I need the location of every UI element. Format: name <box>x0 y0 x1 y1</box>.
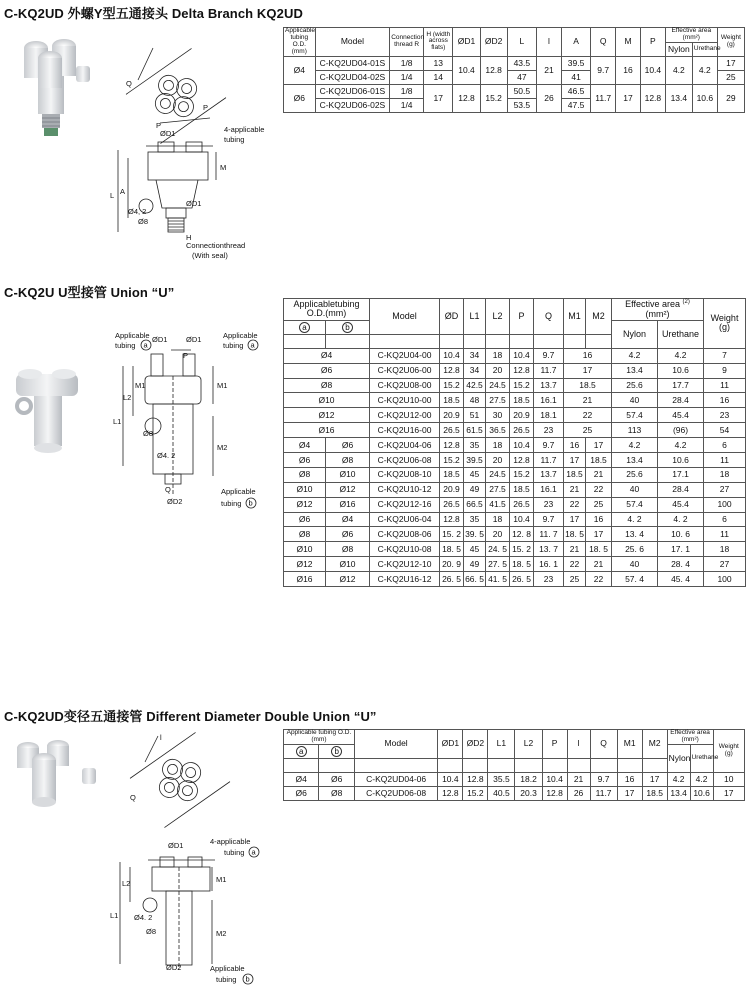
svg-text:ØD2: ØD2 <box>166 963 182 972</box>
table-row: Ø6 Ø8 C-KQ2U06-08 15.2 39.5 20 12.8 11.7 17 18.5 13.4 10.6 11 <box>284 453 746 468</box>
delta-branch-table: Applicable tubing O.D. (mm) Model Connection thread R H (width across flats) ØD1 ØD2 L l A Q M P Effective area (mm²) Weight (g) Nylon Urethane Ø4 C-KQ2UD04-01S 1/8 13 10.4 12.8 43.5 21 39.5 9.7 16 10.4 4.2 4.2 17 C-KQ2UD04-02S 1/4 14 47 41 25 Ø6 C-KQ2UD06-01S 1/8 17 12.8 15.2 50.5 26 46.5 11.7 17 12.8 13.4 10.6 29 C-KQ2UD06-02S 1/4 53.5 47.5 <box>283 27 745 113</box>
union-table: Applicabletubing O.D.(mm) Model ØD L1 L2 P Q M1 M2 Effective area $^{(2)}$ (mm²) Weight (g) a b Nylon Urethane Ø4 C-KQ2U04-00 10.4 34 18 10.4 9.7 16 4.2 4.2 7 Ø6 C-KQ2U06-00 12.8 34 20 12.8 11.7 17 13.4 10.6 9 Ø8 C-KQ2U08-00 15.2 42.5 24.5 15.2 13.7 18.5 25.6 17.7 11 Ø10 C-KQ2U10-00 18.5 48 27.5 18.5 16.1 21 40 28.4 16 Ø12 C-KQ2U12-00 20.9 51 30 20.9 18.1 22 57.4 45.4 23 Ø16 C-KQ2U16-00 26.5 61.5 36.5 26.5 23 25 113 (96) 54 Ø4 Ø6 C-KQ2U04-06 12.8 35 18 10.4 9.7 16 17 4.2 4.2 6 Ø6 Ø8 C-KQ2U06-08 15.2 39.5 20 12.8 11.7 17 18.5 13.4 10.6 11 Ø8 Ø10 C-KQ2U08-10 18.5 45 24.5 15.2 13.7 18.5 21 25.6 17.1 18 Ø10 Ø12 C-KQ2U10-12 20.9 49 27.5 18.5 16.1 21 22 40 28.4 27 Ø12 Ø16 C-KQ2U12-16 26.5 66.5 41.5 26.5 23 22 25 57.4 45.4 100 Ø6 Ø4 C-KQ2U06-04 12.8 35 18 10.4 9.7 17 16 4. 2 4. 2 6 Ø8 Ø6 C-KQ2U08-06 15. 2 39. 5 20 12. 8 11. 7 18. 5 17 13. 4 10. 6 11 Ø10 Ø8 C-KQ2U10-08 18. 5 45 24. 5 15. 2 13. 7 21 18. 5 25. 6 17. 1 18 Ø12 Ø10 C-KQ2U12-10 20. 9 49 27. 5 18. 5 16. 1 22 21 40 28. 4 27 Ø16 Ø12 C-KQ2U16-12 26. 5 66. 5 41. 5 26. 5 23 25 22 57. 4 45. 4 100 <box>283 298 746 587</box>
svg-text:tubing: tubing <box>224 135 245 144</box>
table-row: Ø8 Ø10 C-KQ2U08-10 18.5 45 24.5 15.2 13.7 18.5 21 25.6 17.1 18 <box>284 467 746 482</box>
effective-area-label: Effective area <box>625 299 681 309</box>
svg-text:tubing: tubing <box>223 341 244 350</box>
table-row: Ø8 C-KQ2U08-00 15.2 42.5 24.5 15.2 13.7 18.5 25.6 17.7 11 <box>284 378 746 393</box>
svg-text:Q: Q <box>165 485 171 494</box>
table-row: Ø8 Ø6 C-KQ2U08-06 15. 2 39. 5 20 12. 8 11. 7 18. 5 17 13. 4 10. 6 11 <box>284 527 746 542</box>
svg-text:(With seal): (With seal) <box>192 251 228 260</box>
svg-text:P: P <box>203 103 209 112</box>
svg-text:M1: M1 <box>217 381 228 390</box>
delta-branch-drawing <box>98 18 283 268</box>
svg-text:b: b <box>248 498 253 508</box>
svg-text:ØD1: ØD1 <box>186 335 202 344</box>
table-row: Ø4 Ø6 C-KQ2UD04-06 10.4 12.8 35.5 18.2 10.4 21 9.7 16 17 4.2 4.2 10 <box>284 772 745 786</box>
table-row: Ø4 Ø6 C-KQ2U04-06 12.8 35 18 10.4 9.7 16 17 4.2 4.2 6 <box>284 438 746 453</box>
svg-text:tubing: tubing <box>221 499 242 508</box>
table-row: C-KQ2UD04-02S 1/4 14 47 41 25 <box>284 70 745 84</box>
svg-text:Q: Q <box>130 793 136 802</box>
table-row: Ø16 Ø12 C-KQ2U16-12 26. 5 66. 5 41. 5 26. 5 23 25 22 57. 4 45. 4 100 <box>284 572 746 587</box>
svg-text:Ø4. 2: Ø4. 2 <box>157 451 176 460</box>
svg-text:L2: L2 <box>123 393 132 402</box>
table-row: Ø6 C-KQ2U06-00 12.8 34 20 12.8 11.7 17 13.4 10.6 9 <box>284 363 746 378</box>
svg-text:a: a <box>250 340 255 350</box>
svg-text:Ø8: Ø8 <box>138 217 149 226</box>
svg-text:L2: L2 <box>122 879 131 888</box>
svg-text:H: H <box>186 233 192 242</box>
svg-text:Ø8: Ø8 <box>143 429 154 438</box>
svg-text:L1: L1 <box>110 911 119 920</box>
table-row: Ø4 C-KQ2UD04-01S 1/8 13 10.4 12.8 43.5 21 39.5 9.7 16 10.4 4.2 4.2 17 <box>284 56 745 70</box>
table-row: Ø4 C-KQ2U04-00 10.4 34 18 10.4 9.7 16 4.2 4.2 7 <box>284 348 746 363</box>
svg-text:M2: M2 <box>216 929 227 938</box>
table-row: Ø6 C-KQ2UD06-01S 1/8 17 12.8 15.2 50.5 26 46.5 11.7 17 12.8 13.4 10.6 29 <box>284 84 745 98</box>
svg-text:L: L <box>110 191 115 200</box>
diff-union-drawing <box>100 722 285 990</box>
svg-text:ØD2: ØD2 <box>167 497 183 506</box>
table-row: Ø12 C-KQ2U12-00 20.9 51 30 20.9 18.1 22 57.4 45.4 23 <box>284 408 746 423</box>
svg-text:A: A <box>120 187 126 196</box>
svg-text:Applicable: Applicable <box>115 331 150 340</box>
section-title-delta-branch: C-KQ2UD 外螺Y型五通接头 Delta Branch KQ2UD <box>4 6 303 21</box>
svg-text:Applicable: Applicable <box>223 331 258 340</box>
svg-text:a: a <box>143 340 148 350</box>
svg-text:M1: M1 <box>135 381 146 390</box>
svg-text:ØD1: ØD1 <box>152 335 168 344</box>
svg-text:ØD1: ØD1 <box>186 199 202 208</box>
section-title-union: C-KQ2U U型接管 Union “U” <box>4 285 175 300</box>
svg-text:P: P <box>183 351 189 360</box>
svg-text:ØD1: ØD1 <box>168 841 184 850</box>
union-drawing <box>95 326 280 516</box>
table-row: Ø10 Ø8 C-KQ2U10-08 18. 5 45 24. 5 15. 2 13. 7 21 18. 5 25. 6 17. 1 18 <box>284 542 746 557</box>
svg-text:tubing: tubing <box>216 975 237 984</box>
table-row: Ø12 Ø10 C-KQ2U12-10 20. 9 49 27. 5 18. 5 16. 1 22 21 40 28. 4 27 <box>284 557 746 572</box>
svg-text:Q: Q <box>126 79 132 88</box>
table-row: Ø6 Ø8 C-KQ2UD06-08 12.8 15.2 40.5 20.3 12.8 26 11.7 17 18.5 13.4 10.6 17 <box>284 786 745 800</box>
svg-text:Connectionthread: Connectionthread <box>186 241 246 250</box>
svg-text:M2: M2 <box>217 443 228 452</box>
svg-text:P: P <box>156 121 162 130</box>
table-row: Ø16 C-KQ2U16-00 26.5 61.5 36.5 26.5 23 25 113 (96) 54 <box>284 423 746 438</box>
table-row: C-KQ2UD06-02S 1/4 53.5 47.5 <box>284 98 745 112</box>
table-row: Ø10 C-KQ2U10-00 18.5 48 27.5 18.5 16.1 21 40 28.4 16 <box>284 393 746 408</box>
diff-union-table: Applicable tubing O.D.(mm) Model ØD1 ØD2 L1 L2 P l Q M1 M2 Effective area (mm²) Weight (g) a b Nylon Urethane Ø4 Ø6 C-KQ2UD04-06 10.4 12.8 35.5 18.2 10.4 21 9.7 16 17 4.2 4.2 10 Ø6 Ø8 C-KQ2UD06-08 12.8 15.2 40.5 20.3 12.8 26 11.7 17 18.5 13.4 10.6 17 <box>283 729 745 801</box>
svg-text:Applicable: Applicable <box>221 487 256 496</box>
svg-text:L1: L1 <box>113 417 122 426</box>
svg-text:M1: M1 <box>216 875 227 884</box>
table-row: Ø6 Ø4 C-KQ2U06-04 12.8 35 18 10.4 9.7 17 16 4. 2 4. 2 6 <box>284 512 746 527</box>
diff-union-photo <box>6 738 101 818</box>
svg-text:tubing: tubing <box>115 341 136 350</box>
svg-text:b: b <box>245 974 250 984</box>
svg-text:a: a <box>251 847 256 857</box>
svg-text:Ø4, 2: Ø4, 2 <box>128 207 147 216</box>
svg-text:M: M <box>220 163 227 172</box>
svg-text:4-applicable: 4-applicable <box>224 125 265 134</box>
union-photo <box>12 366 82 466</box>
table-row: Ø10 Ø12 C-KQ2U10-12 20.9 49 27.5 18.5 16.1 21 22 40 28.4 27 <box>284 482 746 497</box>
section-title-diff-union: C-KQ2UD变径五通接管 Different Diameter Double Union “U” <box>4 709 377 724</box>
svg-text:l: l <box>160 733 162 742</box>
delta-branch-photo <box>6 34 96 144</box>
svg-text:Ø4. 2: Ø4. 2 <box>134 913 153 922</box>
svg-text:Ø8: Ø8 <box>146 927 157 936</box>
svg-text:tubing: tubing <box>224 848 245 857</box>
table-row: Ø12 Ø16 C-KQ2U12-16 26.5 66.5 41.5 26.5 23 22 25 57.4 45.4 100 <box>284 497 746 512</box>
svg-text:Applicable: Applicable <box>210 964 245 973</box>
svg-text:4-applicable: 4-applicable <box>210 837 251 846</box>
svg-text:ØD1: ØD1 <box>160 129 176 138</box>
